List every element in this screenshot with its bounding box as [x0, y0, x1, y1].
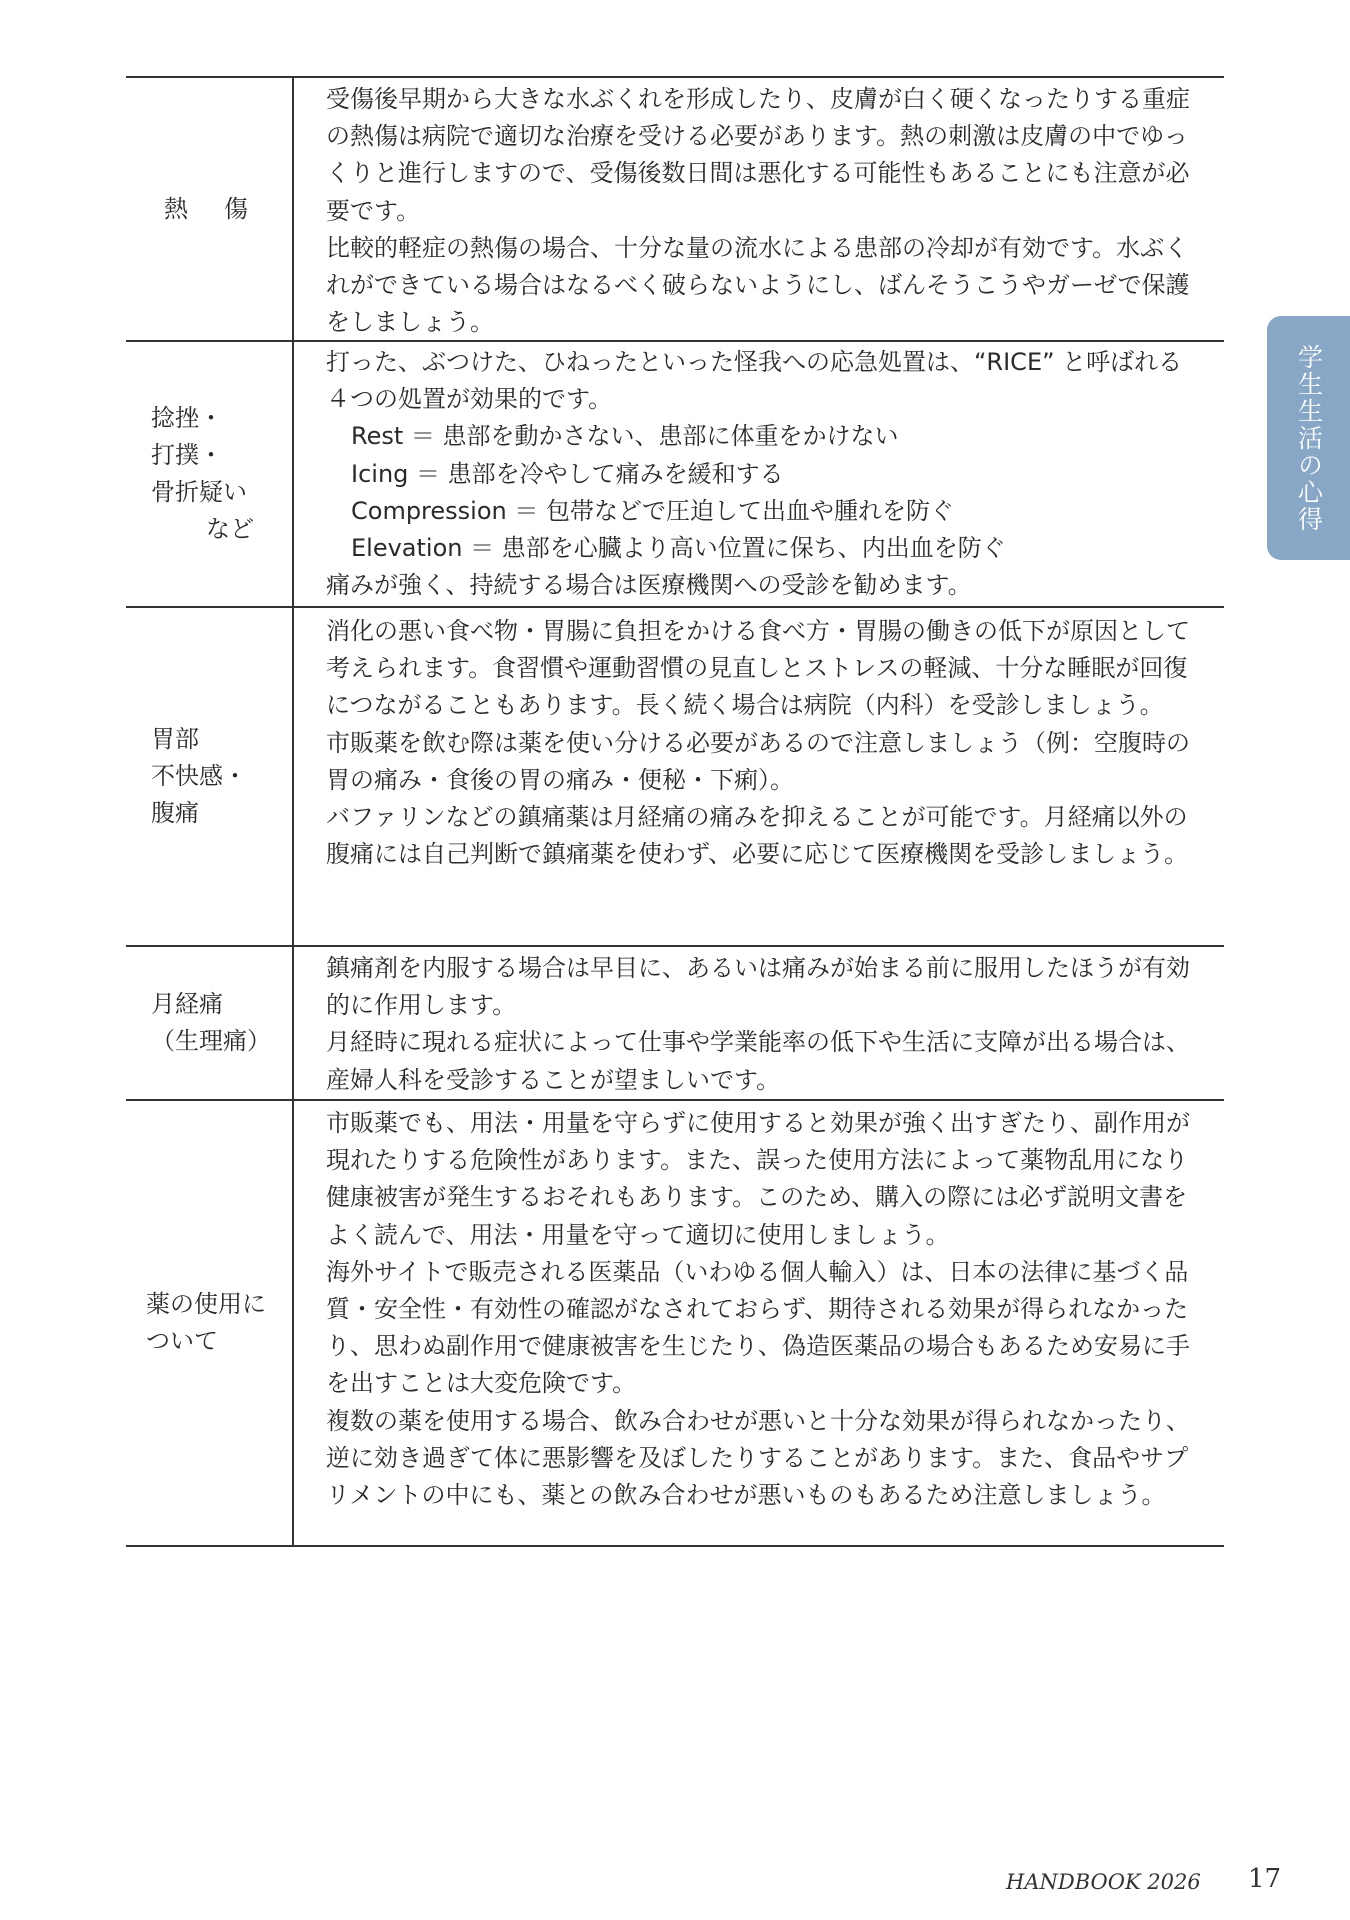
content-paragraph: 受傷後早期から大きな水ぶくれを形成したり、皮膚が白く硬くなったりする重症の熱傷は病院で適切な治療を受ける必要があります。熱の刺激は皮膚の中でゆっくりと進行しますので、受傷後数日間は悪化する可能性もあることにも注意が必要です。 [326, 85, 1190, 225]
side-tab-label: 学生生活の心得 [1294, 343, 1324, 533]
guidance-table [126, 76, 1224, 1547]
content-paragraph: 打った、ぶつけた、ひねったといった怪我への応急処置は、“RICE” と呼ばれる４つの処置が効果的です。 [326, 348, 1183, 414]
row-label-line: （生理痛） [151, 1027, 271, 1055]
rice-item: Elevation ＝ 患部を心臓より高い位置に保ち、内出血を防ぐ [351, 534, 1006, 563]
table-row-sprain [126, 342, 1224, 608]
row-label-line: 骨折疑い [151, 478, 247, 506]
table-row-menstrual [126, 947, 1224, 1101]
footer-handbook-title: HANDBOOK 2026 [1006, 1870, 1201, 1894]
side-chapter-tab [1267, 316, 1350, 560]
row-content-burns [294, 78, 1224, 340]
row-label-line: 月経痛 [151, 990, 223, 1018]
rice-item: Icing ＝ 患部を冷やして痛みを緩和する [351, 459, 784, 488]
row-label-sprain [126, 342, 294, 606]
content-paragraph: 月経時に現れる症状によって仕事や学業能率の低下や生活に支障が出る場合は、産婦人科を受診することが望ましいです。 [326, 1028, 1190, 1094]
row-label-menstrual [126, 947, 294, 1099]
row-label-line: ついて [146, 1327, 218, 1355]
content-paragraph: 痛みが強く、持続する場合は医療機関への受診を勧めます。 [326, 571, 972, 600]
row-label-medicine [126, 1101, 294, 1545]
content-paragraph: 海外サイトで販売される医薬品（いわゆる個人輸入）は、日本の法律に基づく品質・安全性・有効性の確認がなされておらず、期待される効果が得られなかったり、思わぬ副作用で健康被害を生じたり、偽造医薬品の場合もあるため安易に手を出すことは大変危険です。 [326, 1257, 1190, 1398]
row-label-line: 薬の使用に [146, 1290, 266, 1318]
row-label-line: 胃部 [151, 725, 199, 753]
page-number: 17 [1248, 1864, 1282, 1894]
content-paragraph: 市販薬でも、用法・用量を守らずに使用すると効果が強く出すぎたり、副作用が現れたりする危険性があります。また、誤った使用方法によって薬物乱用になり健康被害が発生するおそれもあります。このため、購入の際には必ず説明文書をよく読んで、用法・用量を守って適切に使用しましょう。 [326, 1109, 1190, 1249]
content-paragraph: バファリンなどの鎮痛薬は月経痛の痛みを抑えることが可能です。月経痛以外の腹痛には自己判断で鎮痛薬を使わず、必要に応じて医療機関を受診しましょう。 [326, 803, 1189, 869]
content-paragraph: 複数の薬を使用する場合、飲み合わせが悪いと十分な効果が得られなかったり、逆に効き過ぎて体に悪影響を及ぼしたりすることがあります。また、食品やサプリメントの中にも、薬との飲み合わせが悪いものもあるため注意しましょう。 [326, 1406, 1190, 1510]
rice-item: Compression ＝ 包帯などで圧迫して出血や腫れを防ぐ [351, 496, 954, 525]
rice-item: Rest ＝ 患部を動かさない、患部に体重をかけない [351, 422, 899, 451]
row-content-menstrual [294, 947, 1224, 1099]
content-paragraph: 市販薬を飲む際は薬を使い分ける必要があるので注意しましょう（例：空腹時の胃の痛み・食後の胃の痛み・便秘・下痢）。 [326, 728, 1190, 794]
content-paragraph: 鎮痛剤を内服する場合は早目に、あるいは痛みが始まる前に服用したほうが有効的に作用します。 [326, 954, 1190, 1020]
row-content-stomach [294, 608, 1224, 945]
row-label-stomach [126, 608, 294, 945]
row-label-line: 熱 傷 [164, 194, 254, 223]
row-label-line: など [206, 515, 254, 543]
row-label-line: 捻挫・ [151, 404, 223, 432]
row-label-line: 腹痛 [151, 799, 199, 827]
content-paragraph: 比較的軽症の熱傷の場合、十分な量の流水による患部の冷却が有効です。水ぶくれができている場合はなるべく破らないようにし、ばんそうこうやガーゼで保護をしましょう。 [326, 233, 1190, 337]
row-content-sprain [294, 342, 1224, 606]
table-row-stomach [126, 608, 1224, 947]
table-row-burns [126, 78, 1224, 342]
table-row-medicine [126, 1101, 1224, 1545]
row-label-line: 不快感・ [151, 762, 247, 790]
row-content-medicine [294, 1101, 1224, 1545]
row-label-line: 打撲・ [151, 441, 223, 469]
row-label-burns [126, 78, 294, 340]
content-paragraph: 消化の悪い食べ物・胃腸に負担をかける食べ方・胃腸の働きの低下が原因として考えられます。食習慣や運動習慣の見直しとストレスの軽減、十分な睡眠が回復につながることもあります。長く続く場合は病院（内科）を受診しましょう。 [326, 617, 1190, 720]
